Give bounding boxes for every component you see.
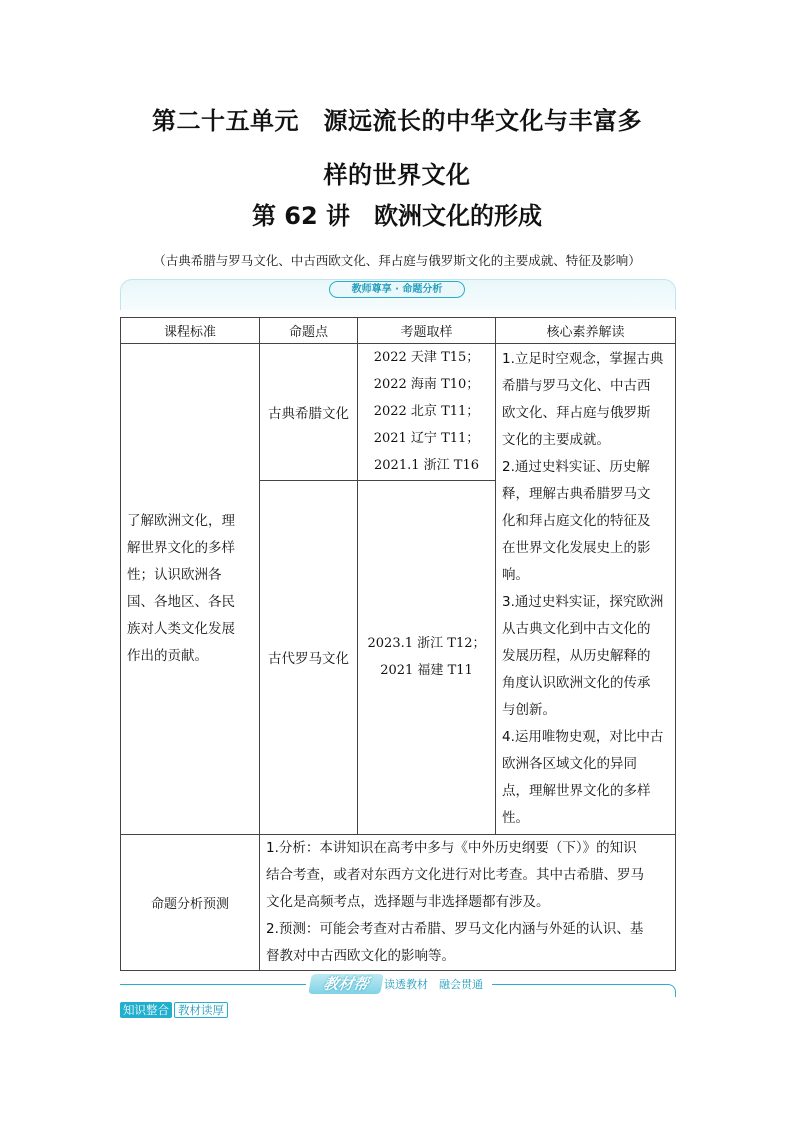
standard-line: 解世界文化的多样	[127, 540, 235, 556]
exam-sample: 2022 天津 T15；	[373, 350, 480, 366]
exam-sample: 2021.1 浙江 T16	[374, 458, 479, 474]
analysis-line: 2.预测：可能会考查对古希腊、罗马文化内涵与外延的认识、基	[266, 921, 644, 937]
course-standard-cell	[121, 344, 260, 835]
analysis-line: 文化是高频考点，选择题与非选择题都有涉及。	[266, 894, 550, 910]
badge-knowledge-integration: 知识整合	[120, 1002, 172, 1018]
table-header-row	[121, 318, 676, 344]
exam-samples-roman	[358, 480, 496, 834]
core-line: 从古典文化到中古文化的	[502, 621, 651, 637]
core-line: 发展历程，从历史解释的	[502, 648, 651, 664]
standard-line: 族对人类文化发展	[127, 621, 235, 637]
textbook-banner	[120, 973, 676, 997]
header-core-literacy: 核心素养解读	[496, 318, 676, 344]
analysis-line: 督教对中古西欧文化的影响等。	[266, 948, 455, 964]
standard-line: 作出的贡献。	[127, 648, 208, 664]
banner-curl	[665, 984, 676, 997]
core-line: 希腊与罗马文化、中古西	[502, 378, 651, 394]
core-line: 在世界文化发展史上的影	[502, 540, 651, 556]
exam-samples-greek	[358, 344, 496, 481]
analysis-line: 结合考查，或者对东西方文化进行对比考查。其中古希腊、罗马	[266, 867, 644, 883]
analysis-label: 命题分析预测	[121, 835, 260, 971]
core-line: 3.通过史料实证，探究欧洲	[502, 594, 664, 610]
unit-title-line-2: 样的世界文化	[323, 161, 471, 189]
core-line: 释，理解古典希腊罗马文	[502, 486, 651, 502]
core-line: 文化的主要成就。	[502, 432, 610, 448]
header-course-standard: 课程标准	[121, 318, 260, 344]
standard-line: 了解欧洲文化，理	[127, 513, 235, 529]
subtitle: （古典希腊与罗马文化、中古西欧文化、拜占庭与俄罗斯文化的主要成就、特征及影响）	[153, 253, 641, 268]
core-line: 化和拜占庭文化的特征及	[502, 513, 651, 529]
lecture-title: 第 62 讲 欧洲文化的形成	[251, 202, 543, 230]
core-line: 4.运用唯物史观，对比中古	[502, 729, 664, 745]
textbook-tag: 教材帮	[308, 974, 384, 994]
analysis-forecast-cell	[260, 835, 676, 971]
table-row	[121, 835, 676, 971]
exam-sample: 2021 福建 T11	[380, 663, 473, 679]
core-line: 点，理解世界文化的多样	[502, 783, 651, 799]
standard-line: 国、各地区、各民	[127, 594, 235, 610]
core-line: 2.通过史料实证、历史解	[502, 459, 650, 475]
standard-line: 性；认识欧洲各	[127, 567, 222, 583]
core-line: 欧文化、拜占庭与俄罗斯	[502, 405, 651, 421]
topic-roman-culture: 古代罗马文化	[260, 480, 358, 834]
core-line: 与创新。	[502, 702, 556, 718]
exam-sample: 2021 辽宁 T11；	[373, 431, 480, 447]
unit-title-line-1: 第二十五单元 源远流长的中华文化与丰富多	[152, 107, 642, 135]
analysis-table	[120, 317, 676, 971]
analysis-line: 1.分析：本讲知识在高考中多与《中外历史纲要（下）》的知识	[266, 840, 637, 856]
section-badges	[120, 1002, 228, 1018]
header-exam-sample: 考题取样	[358, 318, 496, 344]
exam-sample: 2022 北京 T11；	[373, 404, 480, 420]
badge-textbook-deep-reading: 教材读厚	[174, 1002, 228, 1018]
core-line: 响。	[502, 567, 529, 583]
table-row	[121, 344, 676, 481]
textbook-slogan: 读透教材 融会贯通	[384, 978, 483, 991]
banner-rule-left	[120, 984, 306, 985]
core-line: 性。	[502, 810, 529, 826]
teacher-banner-label: 教师尊享 · 命题分析	[329, 281, 465, 298]
banner-rule-right	[492, 984, 666, 985]
unit-title	[100, 94, 694, 202]
topic-greek-culture: 古典希腊文化	[260, 344, 358, 481]
core-line: 1.立足时空观念，掌握古典	[502, 351, 664, 367]
core-line: 角度认识欧洲文化的传承	[502, 675, 651, 691]
core-literacy-cell	[496, 344, 676, 835]
core-line: 欧洲各区域文化的异同	[502, 756, 637, 772]
exam-sample: 2023.1 浙江 T12；	[367, 636, 486, 652]
exam-sample: 2022 海南 T10；	[373, 377, 480, 393]
header-topic: 命题点	[260, 318, 358, 344]
